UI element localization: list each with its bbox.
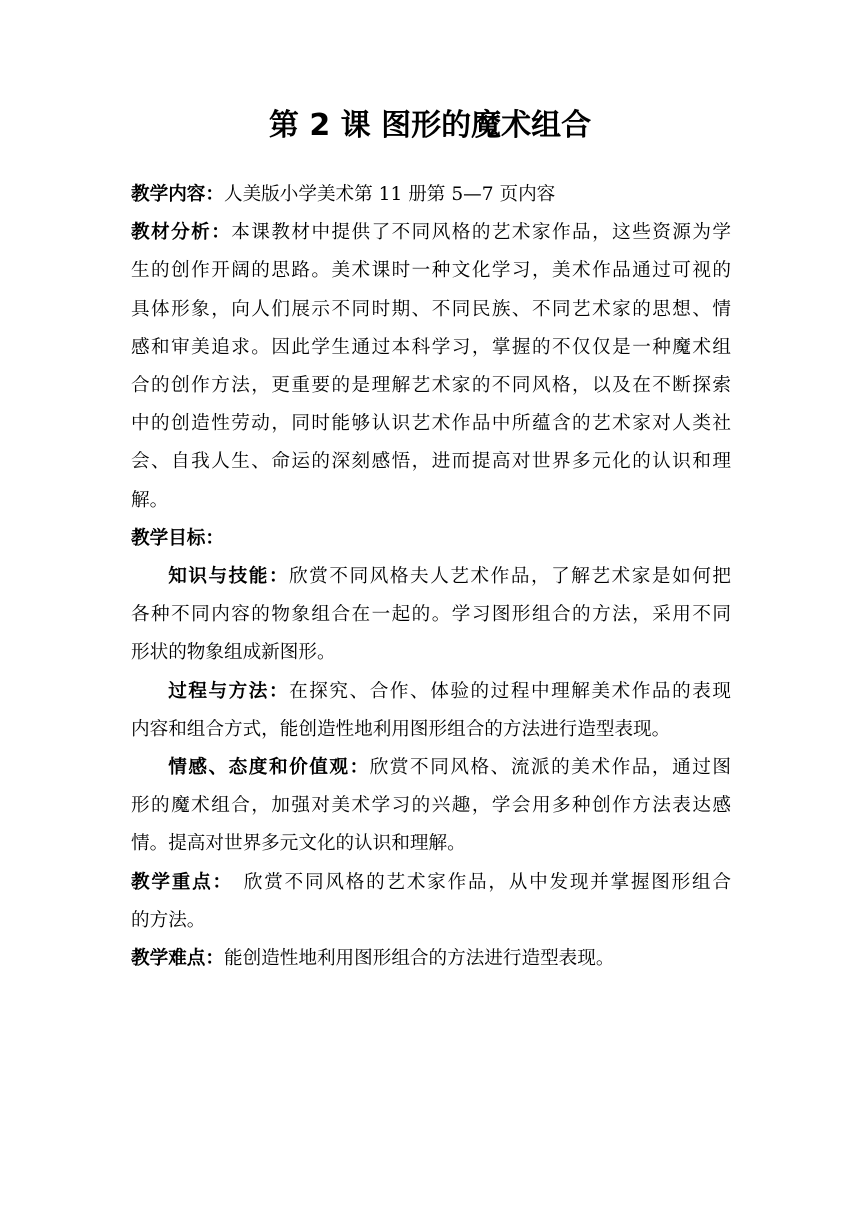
teaching-difficulty-text: 能创造性地利用图形组合的方法进行造型表现。	[223, 948, 615, 970]
teaching-goals-heading	[131, 520, 731, 558]
teaching-goals-label: 教学目标：	[131, 527, 224, 549]
material-analysis-line: 会、自我人生、命运的深刻感悟，进而提高对世界多元化的认识和理	[131, 451, 731, 473]
material-analysis-line: 具体形象，向人们展示不同时期、不同民族、不同艺术家的思想、情	[131, 298, 731, 320]
material-analysis-line: 中的创造性劳动，同时能够认识艺术作品中所蕴含的艺术家对人类社	[131, 413, 731, 435]
lesson-body	[131, 176, 731, 978]
goal-knowledge-label: 知识与技能：	[168, 566, 290, 588]
material-analysis-line: 感和审美追求。因此学生通过本科学习，掌握的不仅仅是一种魔术组	[131, 336, 731, 358]
teaching-keypoint-line: 教学重点： 欣赏不同风格的艺术家作品，从中发现并掌握图形组合	[131, 871, 731, 893]
goal-process-line: 内容和组合方式，能创造性地利用图形组合的方法进行造型表现。	[131, 718, 671, 740]
teaching-content-label: 教学内容：	[131, 184, 224, 205]
goal-emotion-label: 情感、态度和价值观：	[168, 757, 370, 779]
teaching-keypoint	[131, 864, 731, 940]
teaching-keypoint-label: 教学重点：	[131, 871, 224, 893]
goal-process	[131, 673, 731, 749]
goal-process-line: 过程与方法：在探究、合作、体验的过程中理解美术作品的表现	[168, 680, 731, 702]
goal-emotion-line: 情感、态度和价值观：欣赏不同风格、流派的美术作品，通过图	[168, 757, 731, 779]
material-analysis-line: 解。	[131, 489, 169, 511]
teaching-content-line	[131, 176, 731, 214]
material-analysis-line: 合的创作方法，更重要的是理解艺术家的不同风格，以及在不断探索	[131, 375, 731, 397]
teaching-keypoint-line: 的方法。	[131, 909, 206, 931]
teaching-difficulty	[131, 940, 731, 978]
material-analysis-line: 教材分析：本课教材中提供了不同风格的艺术家作品，这些资源为学	[131, 222, 731, 244]
material-analysis-label: 教材分析：	[131, 222, 232, 244]
goal-knowledge-line: 知识与技能：欣赏不同风格夫人艺术作品，了解艺术家是如何把	[168, 566, 731, 588]
teaching-content-text: 人美版小学美术第 11 册第 5—7 页内容	[223, 184, 556, 205]
lesson-title: 第 2 课 图形的魔术组合	[268, 108, 592, 143]
teaching-difficulty-line	[131, 940, 731, 978]
teaching-difficulty-label: 教学难点：	[131, 948, 224, 970]
goal-emotion-line: 形的魔术组合，加强对美术学习的兴趣，学会用多种创作方法表达感	[131, 795, 731, 817]
material-analysis	[131, 214, 731, 520]
teaching-content	[131, 176, 731, 214]
goal-emotion-line: 情。提高对世界多元文化的认识和理解。	[131, 833, 466, 855]
material-analysis-line: 生的创作开阔的思路。美术课时一种文化学习，美术作品通过可视的	[131, 260, 731, 282]
goal-knowledge	[131, 558, 731, 673]
goal-emotion	[131, 749, 731, 864]
goal-knowledge-line: 各种不同内容的物象组合在一起的。学习图形组合的方法，采用不同	[131, 604, 731, 626]
goal-knowledge-line: 形状的物象组成新图形。	[131, 642, 336, 664]
goal-process-label: 过程与方法：	[168, 680, 290, 702]
